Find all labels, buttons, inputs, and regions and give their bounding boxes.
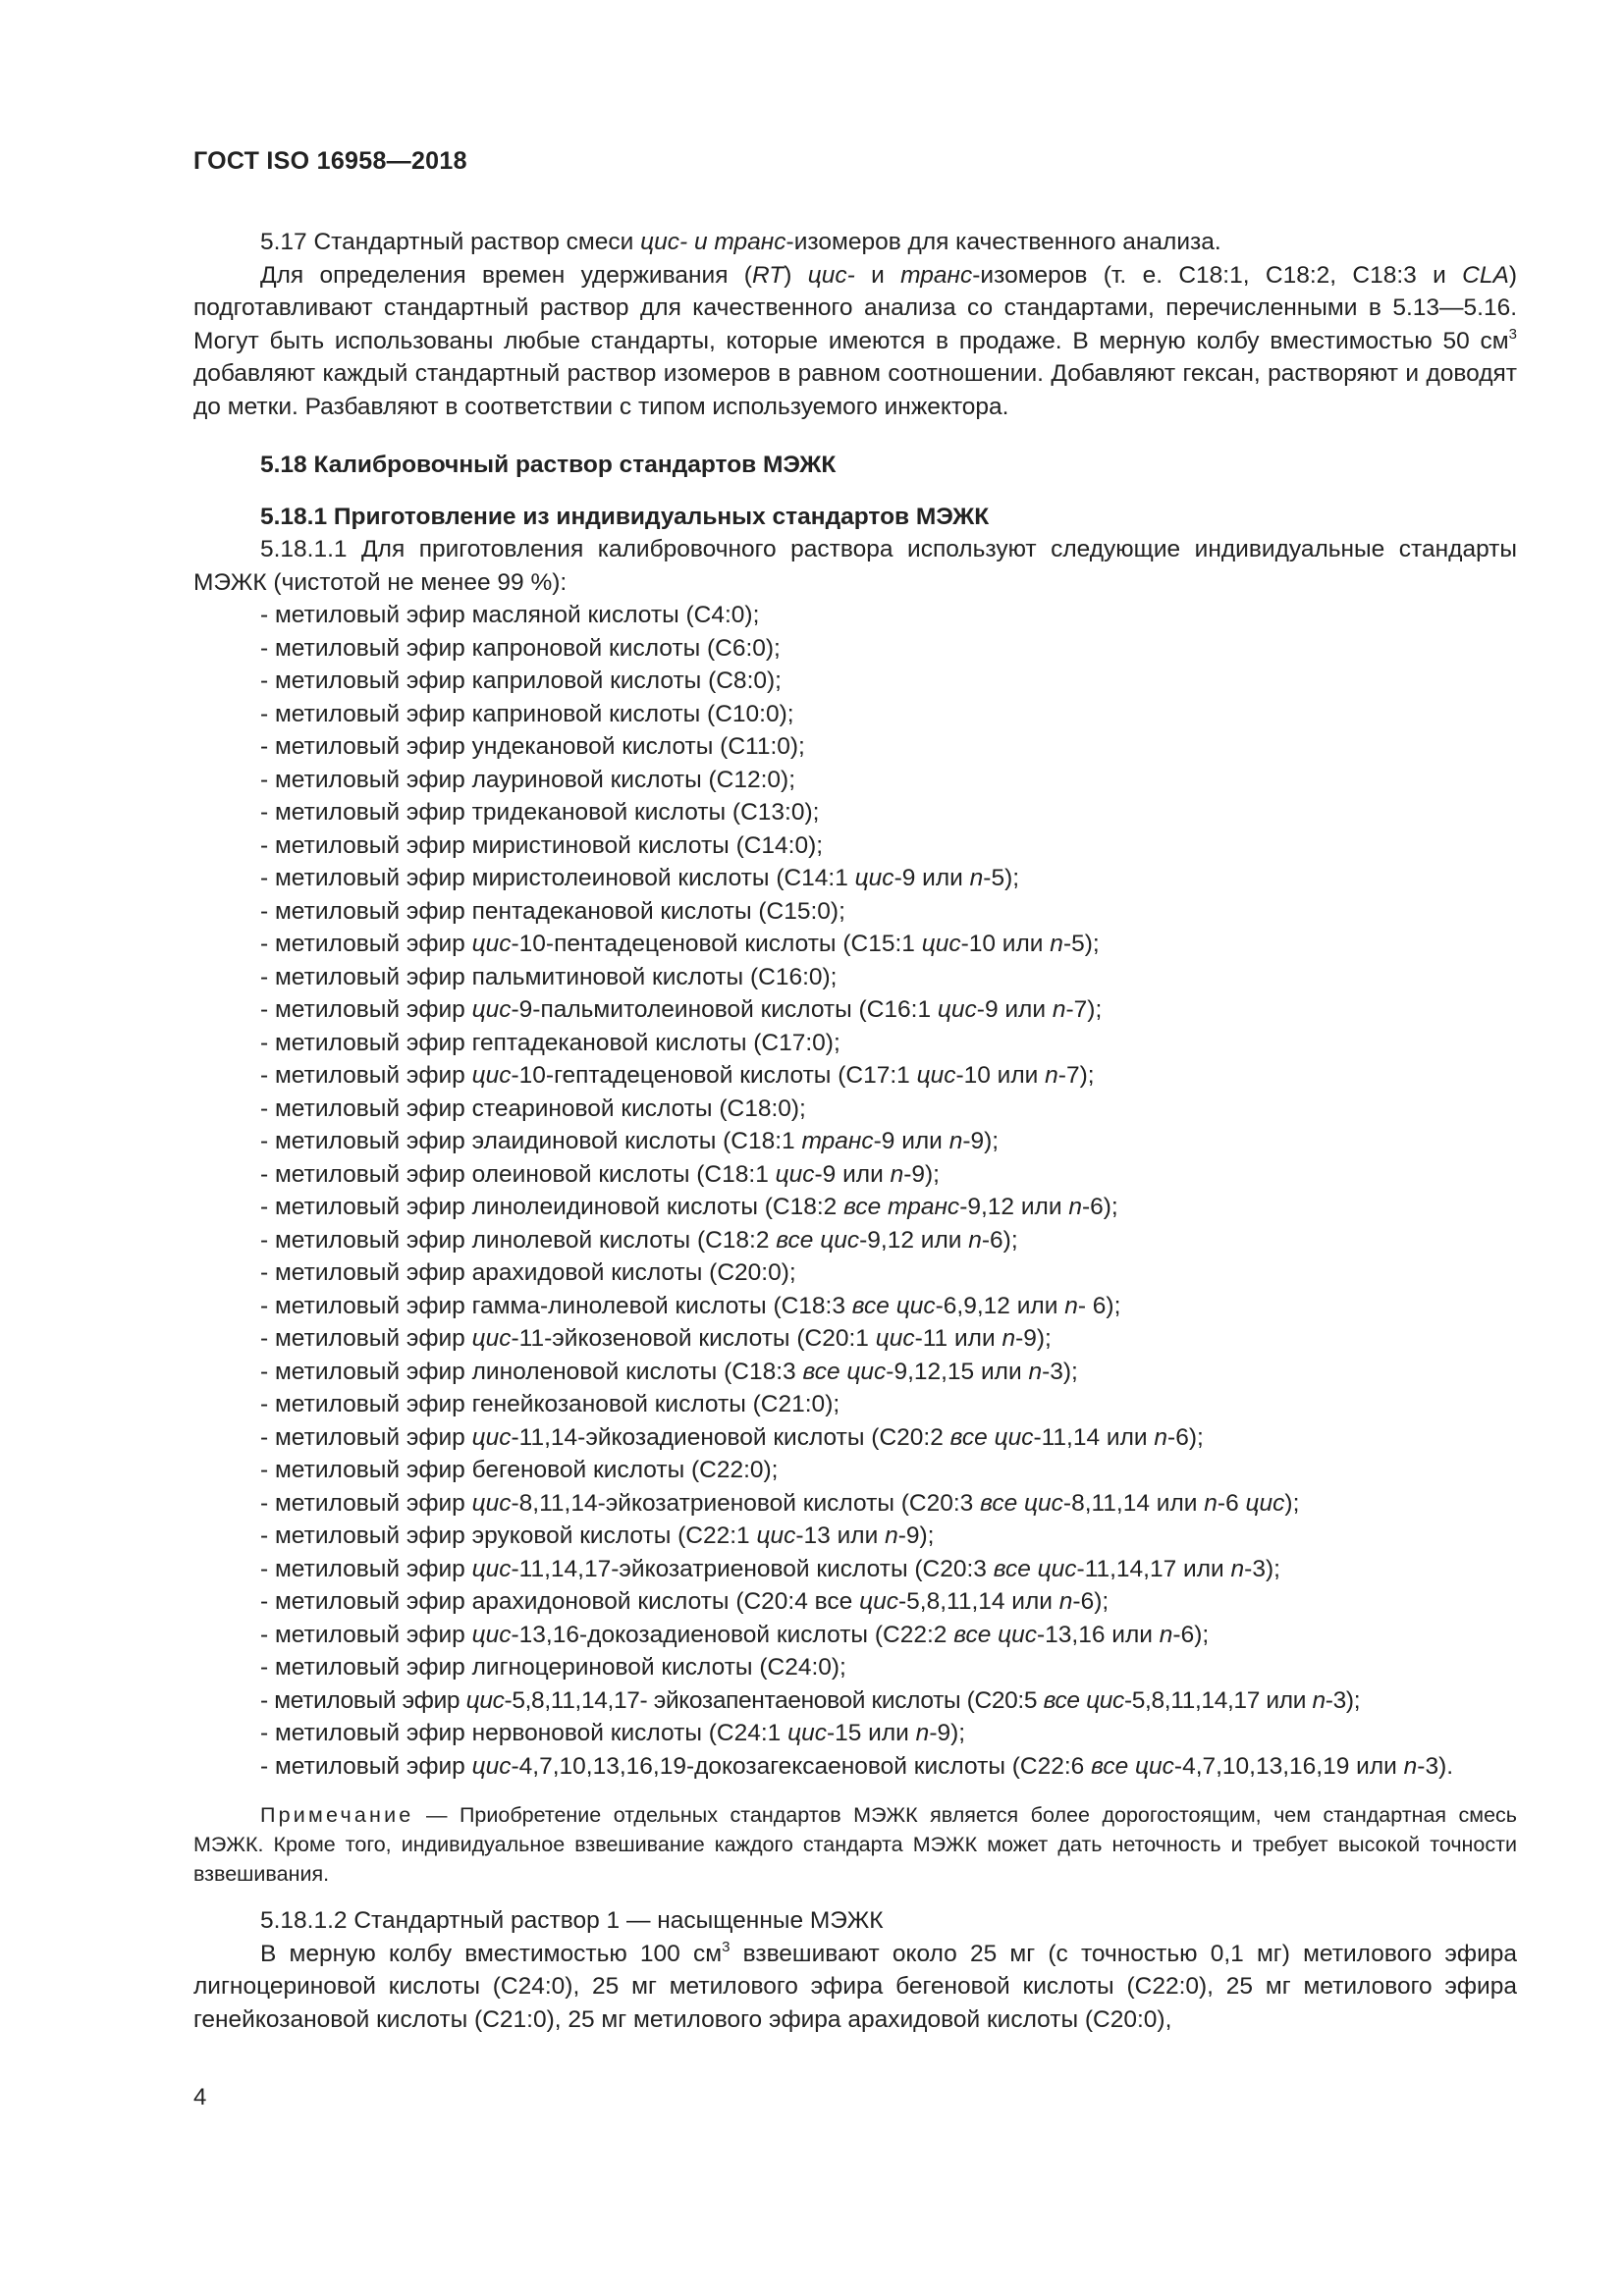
list-item: - метиловый эфир олеиновой кислоты (С18:1 цис-9 или n-9); bbox=[260, 1160, 940, 1188]
section-5-18-1-heading: 5.18.1 Приготовление из индивидуальных стандартов МЭЖК bbox=[260, 503, 990, 530]
list-item: - метиловый эфир цис-9-пальмитолеиновой кислоты (С16:1 цис-9 или n-7); bbox=[260, 996, 1103, 1023]
list-item: - метиловый эфир эруковой кислоты (С22:1 цис-13 или n-9); bbox=[260, 1522, 935, 1549]
list-item: - метиловый эфир миристолеиновой кислоты (С14:1 цис-9 или n-5); bbox=[260, 865, 1020, 891]
list-item: - метиловый эфир арахидоновой кислоты (С20:4 все цис-5,8,11,14 или n-6); bbox=[260, 1588, 1110, 1615]
note-text: — Приобретение отдельных стандартов МЭЖК является более дорогостоящим, чем стандартная смесь МЭЖК. Кроме того, индивидуальное взвешивание каждого стандарта МЭЖК может дать неточность и требует высокой точности взвешивания. bbox=[193, 1803, 1517, 1886]
section-5-18-1-2-text: В мерную колбу вместимостью 100 $см^3$ взвешивают около 25 мг (с точностью 0,1 мг) метилового эфира лигноцериновой кислоты (С24:0), 25 мг метилового эфира бегеновой кислоты (С22:0), 25 мг метилового эфира генейкозановой кислоты (С21:0), 25 мг метилового эфира арахидовой кислоты (С20:0), bbox=[193, 1938, 1518, 2033]
list-item: - метиловый эфир цис-4,7,10,13,16,19-докозагексаеновой кислоты (С22:6 все цис-4,7,10,13,16,19 или n-3). bbox=[260, 1752, 1454, 1780]
list-item: - метиловый эфир лигноцериновой кислоты (С24:0); bbox=[260, 1654, 846, 1681]
page-number: 4 bbox=[193, 2084, 207, 2110]
list-item: - метиловый эфир цис-10-гептадеценовой кислоты (С17:1 цис-10 или n-7); bbox=[260, 1062, 1095, 1089]
page-body bbox=[193, 226, 1517, 2036]
list-item: - метиловый эфир генейкозановой кислоты (С21:0); bbox=[260, 1391, 840, 1417]
list-item: - метиловый эфир гептадекановой кислоты (С17:0); bbox=[260, 1029, 840, 1056]
list-item: - метиловый эфир цис-10-пентадеценовой кислоты (С15:1 цис-10 или n-5); bbox=[260, 931, 1100, 957]
fame-standards-list bbox=[193, 599, 1517, 1783]
section-5-18-1-2-title: 5.18.1.2 Стандартный раствор 1 — насыщенные МЭЖК bbox=[260, 1907, 884, 1934]
list-item: - метиловый эфир стеариновой кислоты (С18:0); bbox=[260, 1095, 806, 1122]
list-item: - метиловый эфир цис-11-эйкозеновой кислоты (С20:1 цис-11 или n-9); bbox=[260, 1325, 1052, 1352]
list-item: - метиловый эфир цис-11,14-эйкозадиеновой кислоты (С20:2 все цис-11,14 или n-6); bbox=[260, 1423, 1204, 1451]
list-item: - метиловый эфир бегеновой кислоты (С22:0); bbox=[260, 1457, 779, 1483]
list-item: - метиловый эфир капроновой кислоты (С6:0); bbox=[260, 634, 781, 662]
list-item: - метиловый эфир каприновой кислоты (С10:0); bbox=[260, 700, 794, 727]
list-item: - метиловый эфир тридекановой кислоты (С13:0); bbox=[260, 799, 820, 826]
section-5-17-text: Для определения времен удерживания (RT) цис- и транс-изомеров (т. е. С18:1, С18:2, С18:3 и CLA) подготавливают стандартный раствор для качественного анализа со стандартами, перечисленными в 5.13—5.16. Могут быть использованы любые стандарты, которые имеются в продаже. В мерную колбу вместимостью 50 $см^3$ добавляют каждый стандартный раствор изомеров в равном соотношении. Добавляют гексан, растворяют и доводят до метки. Разбавляют в соответствии с типом используемого инжектора. bbox=[193, 261, 1517, 420]
note-label: Примечание bbox=[260, 1803, 414, 1827]
section-5-18-1-1-intro: 5.18.1.1 Для приготовления калибровочного раствора используют следующие индивидуальные стандарты МЭЖК (чистотой не менее 99 %): bbox=[193, 536, 1517, 596]
list-item: - метиловый эфир элаидиновой кислоты (С18:1 транс-9 или n-9); bbox=[260, 1128, 1000, 1154]
list-item: - метиловый эфир пальмитиновой кислоты (С16:0); bbox=[260, 963, 838, 990]
section-5-17-title: 5.17 Стандартный раствор смеси цис- и транс-изомеров для качественного анализа. bbox=[260, 229, 1221, 255]
list-item: - метиловый эфир линолевой кислоты (С18:2 все цис-9,12 или n-6); bbox=[260, 1226, 1018, 1254]
list-item: - метиловый эфир миристиновой кислоты (С14:0); bbox=[260, 831, 824, 859]
list-item: - метиловый эфир каприловой кислоты (С8:0); bbox=[260, 667, 782, 694]
list-item: - метиловый эфир гамма-линолевой кислоты (С18:3 все цис-6,9,12 или n- 6); bbox=[260, 1292, 1121, 1319]
list-item: - метиловый эфир арахидовой кислоты (С20:0); bbox=[260, 1259, 796, 1286]
document-header: ГОСТ ISO 16958—2018 bbox=[193, 147, 467, 175]
list-item: - метиловый эфир цис-5,8,11,14,17- эйкозапентаеновой кислоты (С20:5 все цис-5,8,11,14,17 или n-3); bbox=[260, 1686, 1361, 1714]
list-item: - метиловый эфир ундекановой кислоты (С11:0); bbox=[260, 733, 805, 760]
note bbox=[193, 1800, 1517, 1889]
list-item: - метиловый эфир цис-13,16-докозадиеновой кислоты (С22:2 все цис-13,16 или n-6); bbox=[260, 1621, 1210, 1648]
list-item: - метиловый эфир линоленовой кислоты (С18:3 все цис-9,12,15 или n-3); bbox=[260, 1358, 1078, 1385]
list-item: - метиловый эфир лауриновой кислоты (С12:0); bbox=[260, 766, 796, 793]
list-item: - метиловый эфир нервоновой кислоты (С24:1 цис-15 или n-9); bbox=[260, 1720, 966, 1746]
list-item: - метиловый эфир цис-11,14,17-эйкозатриеновой кислоты (С20:3 все цис-11,14,17 или n-3); bbox=[260, 1555, 1280, 1582]
list-item: - метиловый эфир цис-8,11,14-эйкозатриеновой кислоты (С20:3 все цис-8,11,14 или n-6 цис); bbox=[260, 1489, 1300, 1517]
section-5-18-heading: 5.18 Калибровочный раствор стандартов МЭЖК bbox=[260, 452, 837, 478]
list-item: - метиловый эфир линолеидиновой кислоты (С18:2 все транс-9,12 или n-6); bbox=[260, 1194, 1118, 1220]
list-item: - метиловый эфир пентадекановой кислоты (С15:0); bbox=[260, 897, 845, 925]
list-item: - метиловый эфир масляной кислоты (С4:0); bbox=[260, 602, 760, 628]
